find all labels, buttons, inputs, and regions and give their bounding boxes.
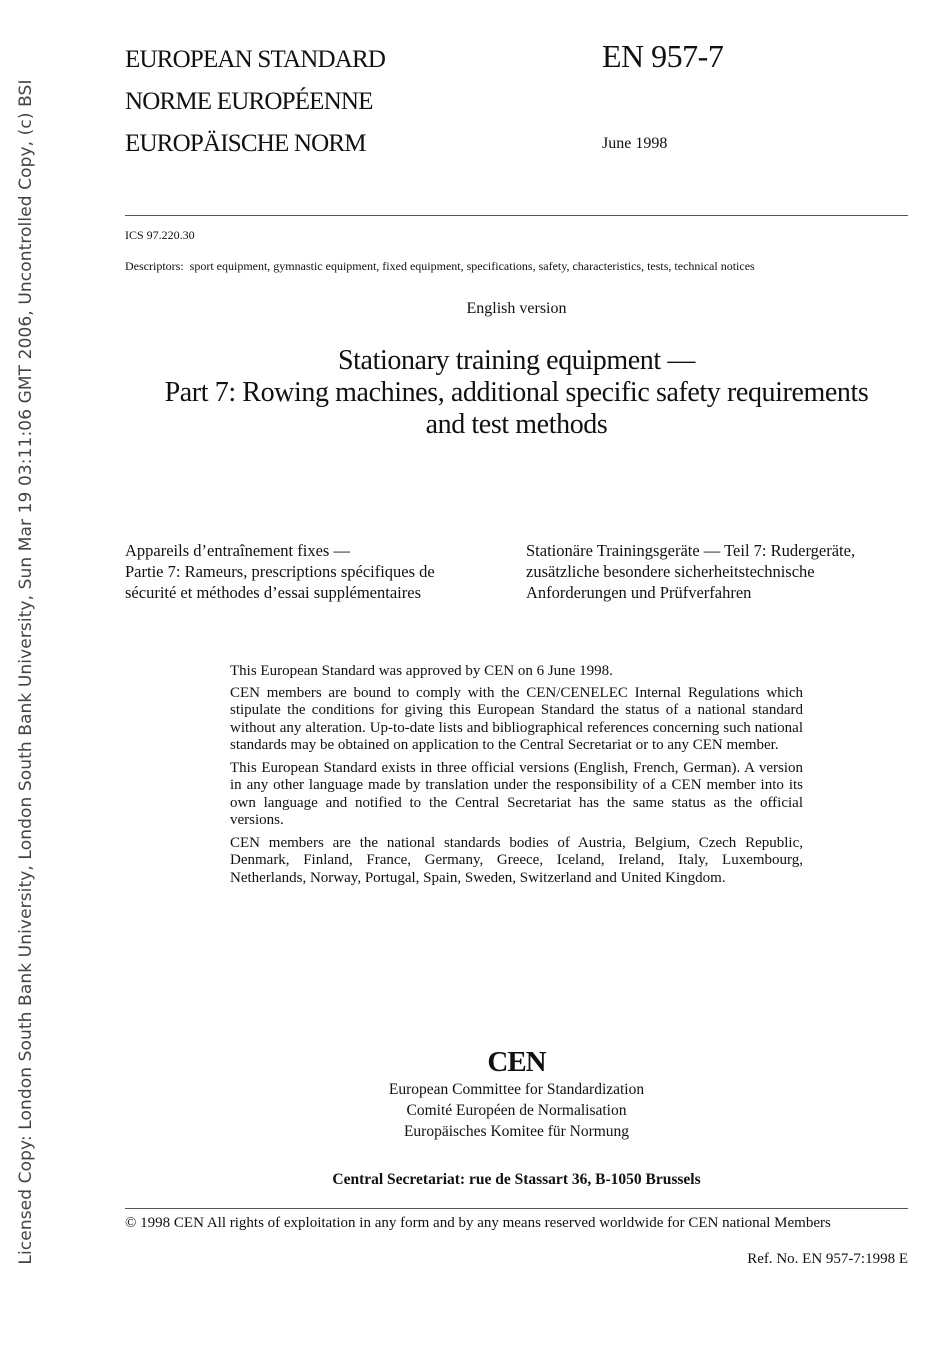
- document-title: [125, 345, 908, 441]
- german-title-line: Stationäre Trainingsgeräte — Teil 7: Rudergeräte,: [526, 541, 856, 560]
- header-divider: [125, 215, 908, 216]
- approval-notice: [230, 663, 803, 892]
- compliance-paragraph: CEN members are bound to comply with the CEN/CENELEC Internal Regulations which stipulate the conditions for giving this European Standard the status of a national standard without any alteration. Up-to-date lists and bibliographical references concerning such national standards may be obtained on application to the Central Secretariat or to any CEN member.: [230, 684, 803, 753]
- footer-divider: [125, 1208, 908, 1209]
- cen-logo: CEN: [487, 1046, 546, 1078]
- cen-name-english: European Committee for Standardization: [388, 1081, 645, 1098]
- french-title-line: sécurité et méthodes d’essai supplémentaires: [125, 583, 421, 602]
- french-title: [125, 540, 435, 603]
- german-title: [526, 540, 855, 603]
- title-line: Part 7: Rowing machines, additional specific safety requirements: [164, 377, 869, 408]
- descriptors-label: Descriptors:: [125, 259, 184, 273]
- ics-code: ICS 97.220.30: [125, 228, 195, 242]
- title-line: and test methods: [425, 409, 608, 440]
- standard-type-german: EUROPÄISCHE NORM: [125, 130, 366, 157]
- standard-number: EN 957-7: [602, 38, 724, 74]
- publication-date: June 1998: [602, 135, 668, 152]
- cen-organization-block: [125, 1045, 908, 1142]
- official-versions-paragraph: This European Standard exists in three official versions (English, French, German). A version in any other language made by translation under the responsibility of a CEN member into its own language and notified to the Central Secretariat has the same status as the official versions.: [230, 759, 803, 828]
- standard-type-english: EUROPEAN STANDARD: [125, 46, 386, 73]
- french-title-line: Appareils d’entraînement fixes —: [125, 541, 350, 560]
- german-title-line: zusätzliche besondere sicherheitstechnische: [526, 562, 815, 581]
- members-paragraph: CEN members are the national standards bodies of Austria, Belgium, Czech Republic, Denmark, Finland, France, Germany, Greece, Iceland, Ireland, Italy, Luxembourg, Netherlands, Norway, Portugal, Spain, Sweden, Switzerland and United Kingdom.: [230, 834, 803, 886]
- central-secretariat-address: Central Secretariat: rue de Stassart 36, B-1050 Brussels: [332, 1171, 701, 1188]
- german-title-line: Anforderungen und Prüfverfahren: [526, 583, 752, 602]
- french-title-line: Partie 7: Rameurs, prescriptions spécifiques de: [125, 562, 435, 581]
- reference-number: Ref. No. EN 957-7:1998 E: [747, 1251, 908, 1267]
- cen-name-german: Europäisches Komitee für Normung: [403, 1123, 630, 1140]
- descriptors-text: sport equipment, gymnastic equipment, fixed equipment, specifications, safety, characteristics, tests, technical notices: [189, 259, 755, 273]
- cen-name-french: Comité Européen de Normalisation: [406, 1102, 627, 1119]
- approval-date-paragraph: This European Standard was approved by CEN on 6 June 1998.: [230, 663, 613, 679]
- license-watermark: Licensed Copy: London South Bank University, London South Bank University, Sun Mar 19 03:11:06 GMT 2006, Uncontrolled Copy, (c) BSI: [16, 79, 36, 1265]
- descriptors-line: [125, 259, 755, 274]
- standard-type-french: NORME EUROPÉENNE: [125, 88, 373, 115]
- copyright-notice: © 1998 CEN All rights of exploitation in any form and by any means reserved worldwide for CEN national Members: [125, 1215, 831, 1231]
- title-line: Stationary training equipment —: [338, 345, 695, 376]
- language-version: English version: [466, 300, 567, 317]
